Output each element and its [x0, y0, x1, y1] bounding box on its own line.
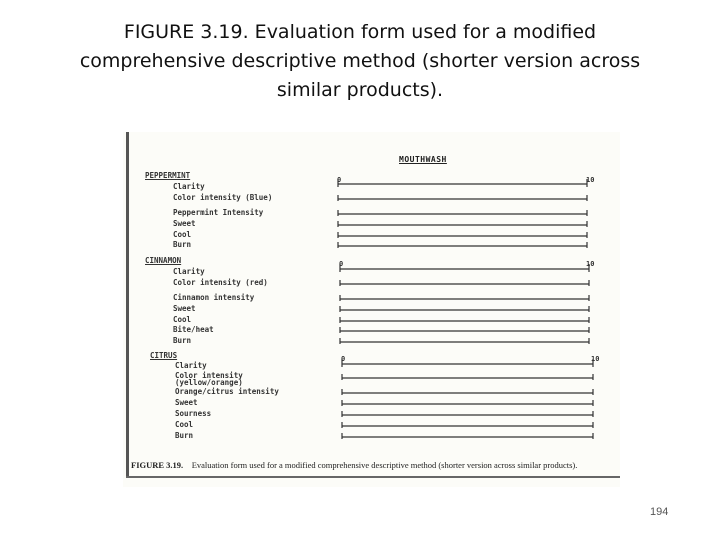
attribute-label: Orange/citrus intensity — [175, 387, 279, 396]
attribute-label: Clarity — [173, 267, 205, 276]
rating-scale-line — [342, 422, 593, 428]
attribute-label: Burn — [173, 240, 192, 249]
rating-scale-line — [338, 210, 587, 216]
attribute-label: Color intensity (yellow/orange) — [175, 371, 243, 387]
scale-min-label: 0 — [341, 355, 346, 363]
attribute-label: Clarity — [173, 182, 205, 191]
rating-scale-line — [338, 232, 587, 238]
attribute-label: Burn — [173, 336, 192, 345]
attribute-label: Sourness — [175, 409, 212, 418]
scale-min-label: 0 — [337, 176, 342, 184]
attribute-label: Cool — [175, 420, 194, 429]
page-number: 194 — [650, 506, 669, 518]
scale-min-label: 0 — [339, 260, 344, 268]
attribute-label: Sweet — [175, 398, 198, 407]
rating-scale-line — [340, 280, 589, 286]
rating-scales — [123, 132, 620, 487]
scanned-evaluation-form — [123, 132, 620, 487]
attribute-label: Burn — [175, 431, 194, 440]
rating-scale-line — [342, 433, 593, 439]
attribute-label: Sweet — [173, 304, 196, 313]
figure-caption-text: Evaluation form used for a modified comprehensive descriptive method (shorter version across similar products). — [191, 460, 578, 470]
rating-scale-line — [342, 389, 593, 395]
attribute-label: Peppermint Intensity — [173, 208, 264, 217]
rating-scale-line — [340, 295, 589, 301]
attribute-label: Clarity — [175, 361, 207, 370]
attribute-label: Sweet — [173, 219, 196, 228]
rating-scale-line — [342, 359, 593, 367]
rating-scale-line — [342, 411, 593, 417]
form-title: MOUTHWASH — [399, 155, 447, 164]
scale-max-label: 10 — [586, 260, 595, 268]
figure-caption-label: FIGURE 3.19. — [131, 460, 184, 470]
rating-scale-line — [342, 400, 593, 406]
slide-title-line-2: comprehensive descriptive method (shorter version across — [79, 50, 641, 72]
attribute-label: Color intensity (red) — [173, 278, 268, 287]
rating-scale-line — [340, 338, 589, 344]
rating-scale-line — [338, 179, 587, 187]
section-heading-citrus: CITRUS — [150, 351, 178, 360]
attribute-label: Color intensity (Blue) — [173, 193, 273, 202]
scale-max-label: 10 — [591, 355, 600, 363]
scale-max-label: 10 — [586, 176, 595, 184]
rating-scale-line — [340, 306, 589, 312]
slide-title-line-1: FIGURE 3.19. Evaluation form used for a modified — [123, 21, 597, 43]
rating-scale-line — [340, 317, 589, 323]
section-heading-cinnamon: CINNAMON — [145, 256, 182, 265]
slide-title-line-3: similar products). — [276, 79, 444, 101]
rating-scale-line — [342, 374, 593, 380]
section-heading-peppermint: PEPPERMINT — [145, 171, 191, 180]
rating-scale-line — [338, 242, 587, 248]
figure-caption — [131, 460, 611, 470]
attribute-label: Cool — [173, 315, 192, 324]
attribute-label: Bite/heat — [173, 325, 214, 334]
rating-scale-line — [338, 195, 587, 201]
rating-scale-line — [340, 264, 589, 272]
rating-scale-line — [338, 221, 587, 227]
slide-title — [40, 18, 680, 105]
attribute-label: Cool — [173, 230, 192, 239]
attribute-label: Cinnamon intensity — [173, 293, 255, 302]
rating-scale-line — [340, 327, 589, 333]
